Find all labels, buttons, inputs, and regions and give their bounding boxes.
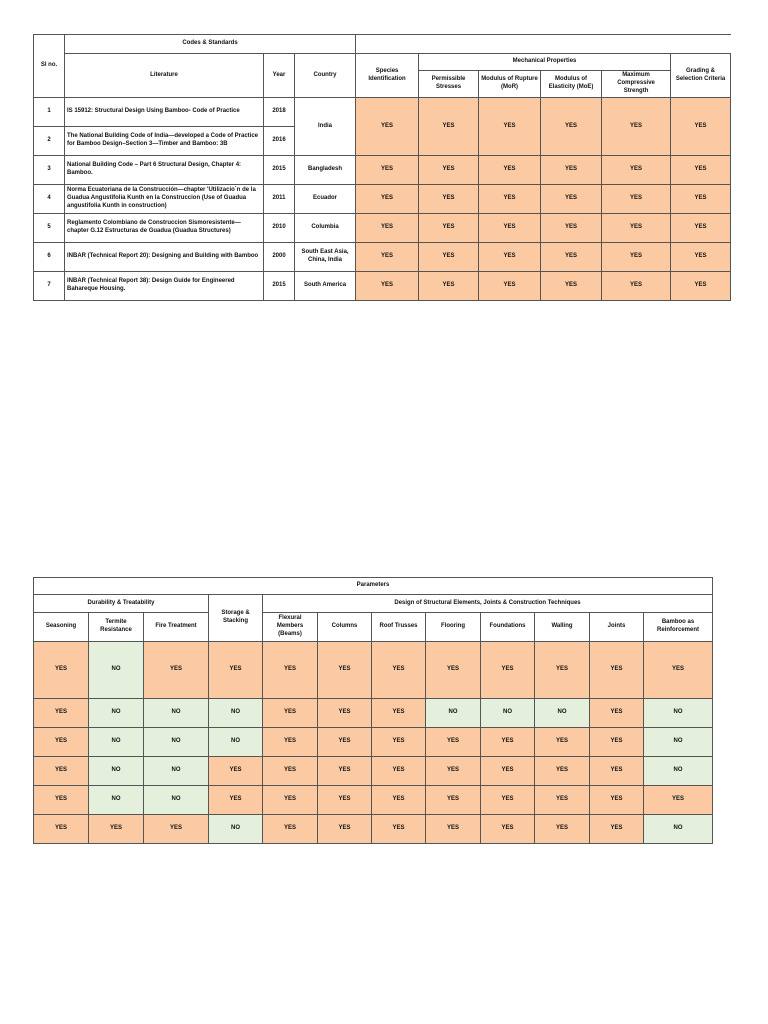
value-cell: YES	[372, 642, 426, 699]
value-cell: YES	[590, 757, 644, 786]
year-cell: 2018	[264, 98, 295, 127]
row-number: 2	[34, 127, 65, 156]
header-durability: Durability & Treatability	[34, 595, 209, 613]
value-cell: YES	[590, 815, 644, 844]
value-cell: NO	[209, 699, 263, 728]
value-cell: YES	[209, 786, 263, 815]
header-codes-standards: Codes & Standards	[65, 35, 356, 54]
table-row	[34, 98, 731, 127]
value-cell: YES	[541, 185, 602, 214]
value-cell: YES	[356, 185, 419, 214]
table-row	[34, 642, 713, 699]
table-row	[34, 757, 713, 786]
value-cell: YES	[144, 642, 209, 699]
value-cell: YES	[479, 243, 541, 272]
value-cell: YES	[34, 757, 89, 786]
value-cell: YES	[590, 642, 644, 699]
table-row	[34, 185, 731, 214]
value-cell: YES	[318, 786, 372, 815]
row-number: 4	[34, 185, 65, 214]
table-row	[34, 243, 731, 272]
value-cell: YES	[481, 642, 535, 699]
value-cell: YES	[318, 728, 372, 757]
country-cell: South America	[295, 272, 356, 301]
value-cell: YES	[535, 728, 590, 757]
value-cell: YES	[602, 98, 671, 156]
value-cell: YES	[419, 185, 479, 214]
value-cell: YES	[34, 699, 89, 728]
value-cell: YES	[419, 272, 479, 301]
value-cell: YES	[535, 642, 590, 699]
value-cell: YES	[535, 757, 590, 786]
header-species: Species Identification	[356, 54, 419, 98]
value-cell: YES	[479, 98, 541, 156]
year-cell: 2010	[264, 214, 295, 243]
row-number: 7	[34, 272, 65, 301]
row-number: 5	[34, 214, 65, 243]
value-cell: YES	[671, 214, 731, 243]
value-cell: YES	[541, 272, 602, 301]
literature-cell: IS 15912: Structural Design Using Bamboo- Code of Practice	[65, 98, 264, 127]
header-mor: Modulus of Rupture (MoR)	[479, 71, 541, 98]
value-cell: NO	[644, 815, 713, 844]
value-cell: NO	[535, 699, 590, 728]
value-cell: YES	[318, 699, 372, 728]
value-cell: YES	[541, 214, 602, 243]
value-cell: YES	[144, 815, 209, 844]
value-cell: NO	[89, 757, 144, 786]
value-cell: YES	[479, 156, 541, 185]
header-flexural: Flexural Members (Beams)	[263, 613, 318, 642]
header-year: Year	[264, 54, 295, 98]
value-cell: YES	[602, 272, 671, 301]
value-cell: YES	[481, 815, 535, 844]
value-cell: NO	[481, 699, 535, 728]
country-cell: Columbia	[295, 214, 356, 243]
value-cell: YES	[535, 786, 590, 815]
year-cell: 2016	[264, 127, 295, 156]
table-row	[34, 786, 713, 815]
value-cell: YES	[671, 243, 731, 272]
value-cell: YES	[541, 243, 602, 272]
header-literature: Literature	[65, 54, 264, 98]
value-cell: YES	[426, 815, 481, 844]
value-cell: YES	[356, 272, 419, 301]
value-cell: YES	[426, 728, 481, 757]
row-number: 3	[34, 156, 65, 185]
parameters-table	[33, 577, 713, 844]
value-cell: YES	[89, 815, 144, 844]
header-seasoning: Seasoning	[34, 613, 89, 642]
value-cell: YES	[602, 243, 671, 272]
country-cell: India	[295, 98, 356, 156]
value-cell: YES	[209, 757, 263, 786]
value-cell: YES	[644, 642, 713, 699]
value-cell: YES	[419, 243, 479, 272]
header-columns: Columns	[318, 613, 372, 642]
value-cell: YES	[481, 786, 535, 815]
header-country: Country	[295, 54, 356, 98]
value-cell: NO	[209, 728, 263, 757]
value-cell: YES	[671, 98, 731, 156]
value-cell: YES	[602, 214, 671, 243]
value-cell: YES	[426, 757, 481, 786]
value-cell: YES	[209, 642, 263, 699]
value-cell: YES	[263, 786, 318, 815]
value-cell: NO	[89, 728, 144, 757]
value-cell: YES	[34, 642, 89, 699]
value-cell: NO	[89, 642, 144, 699]
table-row	[34, 699, 713, 728]
table-row	[34, 156, 731, 185]
literature-cell: Reglamento Colombiano de Construccion Sismoresistente—chapter G.12 Estructuras de Guadua (Guadua Structures)	[65, 214, 264, 243]
value-cell: YES	[481, 757, 535, 786]
value-cell: YES	[590, 786, 644, 815]
country-cell: Bangladesh	[295, 156, 356, 185]
value-cell: NO	[144, 699, 209, 728]
value-cell: YES	[372, 786, 426, 815]
value-cell: NO	[426, 699, 481, 728]
header-mcs: Maximum Compressive Strength	[602, 71, 671, 98]
value-cell: YES	[318, 642, 372, 699]
header-parameters: Parameters	[34, 578, 713, 595]
country-cell: South East Asia, China, India	[295, 243, 356, 272]
header-blank	[356, 35, 731, 54]
value-cell: NO	[209, 815, 263, 844]
value-cell: YES	[590, 728, 644, 757]
literature-cell: The National Building Code of India—developed a Code of Practice for Bamboo Design–Section 3—Timber and Bamboo: 3B	[65, 127, 264, 156]
year-cell: 2015	[264, 156, 295, 185]
literature-cell: Norma Ecuatoriana de la Construcción—chapter 'Utilizacio´n de la Guadua Angustifolia Kunth en la Construccion (Use of Guadua angustifolia Kunth in construction)	[65, 185, 264, 214]
header-flooring: Flooring	[426, 613, 481, 642]
value-cell: YES	[263, 815, 318, 844]
header-mechanical: Mechanical Properties	[419, 54, 671, 71]
table-row	[34, 214, 731, 243]
value-cell: YES	[602, 185, 671, 214]
value-cell: NO	[144, 728, 209, 757]
value-cell: YES	[541, 156, 602, 185]
value-cell: NO	[89, 786, 144, 815]
value-cell: NO	[144, 757, 209, 786]
value-cell: YES	[419, 156, 479, 185]
literature-cell: National Building Code – Part 6 Structural Design, Chapter 4: Bamboo.	[65, 156, 264, 185]
value-cell: YES	[263, 642, 318, 699]
value-cell: NO	[644, 699, 713, 728]
header-joints: Joints	[590, 613, 644, 642]
country-cell: Ecuador	[295, 185, 356, 214]
literature-cell: INBAR (Technical Report 38): Design Guide for Engineered Bahareque Housing.	[65, 272, 264, 301]
table-row	[34, 272, 731, 301]
value-cell: YES	[479, 214, 541, 243]
value-cell: YES	[426, 642, 481, 699]
literature-cell: INBAR (Technical Report 20): Designing and Building with Bamboo	[65, 243, 264, 272]
value-cell: YES	[263, 699, 318, 728]
header-grading: Grading & Selection Criteria	[671, 54, 731, 98]
year-cell: 2000	[264, 243, 295, 272]
header-storage: Storage & Stacking	[209, 595, 263, 642]
header-moe: Modulus of Elasticity (MoE)	[541, 71, 602, 98]
value-cell: YES	[34, 728, 89, 757]
value-cell: YES	[263, 757, 318, 786]
row-number: 1	[34, 98, 65, 127]
value-cell: YES	[34, 786, 89, 815]
header-walling: Walling	[535, 613, 590, 642]
value-cell: YES	[426, 786, 481, 815]
value-cell: YES	[671, 156, 731, 185]
value-cell: YES	[671, 185, 731, 214]
table-row	[34, 815, 713, 844]
value-cell: YES	[479, 272, 541, 301]
value-cell: YES	[318, 815, 372, 844]
codes-standards-table	[33, 34, 731, 301]
value-cell: YES	[34, 815, 89, 844]
value-cell: YES	[356, 98, 419, 156]
value-cell: YES	[602, 156, 671, 185]
value-cell: YES	[644, 786, 713, 815]
header-permissible: Permissible Stresses	[419, 71, 479, 98]
header-reinforcement: Bamboo as Reinforcement	[644, 613, 713, 642]
value-cell: YES	[481, 728, 535, 757]
value-cell: YES	[356, 214, 419, 243]
header-design: Design of Structural Elements, Joints & Construction Techniques	[263, 595, 713, 613]
value-cell: YES	[263, 728, 318, 757]
value-cell: YES	[372, 815, 426, 844]
header-termite: Termite Resistance	[89, 613, 144, 642]
value-cell: NO	[144, 786, 209, 815]
value-cell: YES	[419, 214, 479, 243]
value-cell: YES	[356, 243, 419, 272]
value-cell: YES	[479, 185, 541, 214]
value-cell: YES	[671, 272, 731, 301]
value-cell: NO	[89, 699, 144, 728]
value-cell: YES	[590, 699, 644, 728]
table-row	[34, 728, 713, 757]
year-cell: 2015	[264, 272, 295, 301]
value-cell: YES	[372, 757, 426, 786]
header-fire: Fire Treatment	[144, 613, 209, 642]
value-cell: YES	[372, 728, 426, 757]
year-cell: 2011	[264, 185, 295, 214]
value-cell: YES	[372, 699, 426, 728]
value-cell: YES	[535, 815, 590, 844]
value-cell: NO	[644, 757, 713, 786]
value-cell: YES	[318, 757, 372, 786]
row-number: 6	[34, 243, 65, 272]
header-roof: Roof Trusses	[372, 613, 426, 642]
value-cell: YES	[419, 98, 479, 156]
value-cell: NO	[644, 728, 713, 757]
header-sno: Sl no.	[34, 35, 65, 98]
value-cell: YES	[541, 98, 602, 156]
value-cell: YES	[356, 156, 419, 185]
header-foundations: Foundations	[481, 613, 535, 642]
